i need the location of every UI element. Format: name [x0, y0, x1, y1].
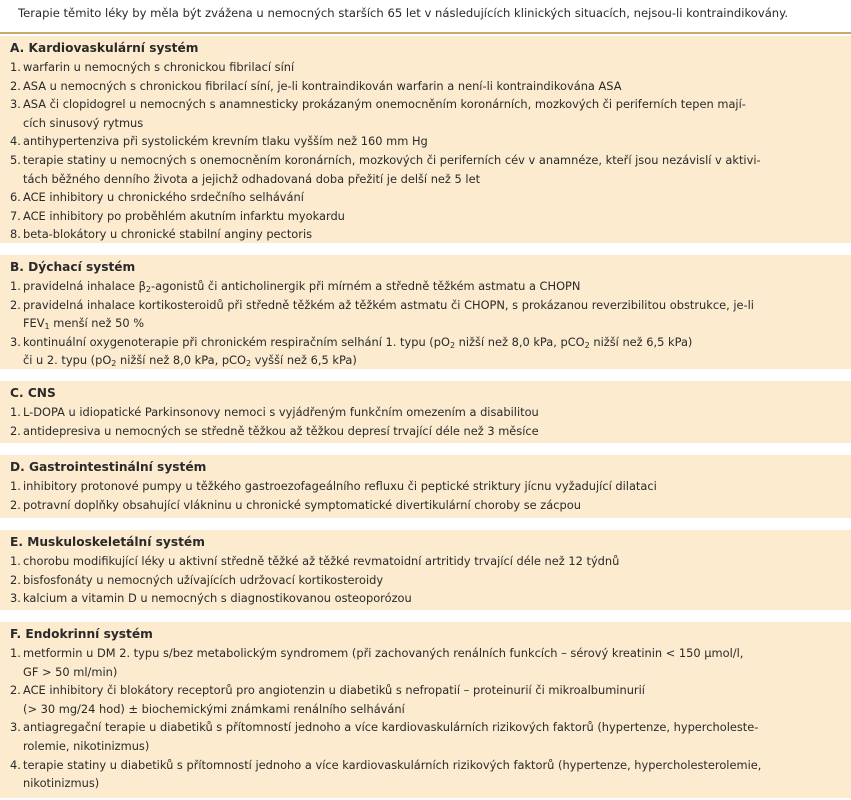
item-text: ASA u nemocných s chronickou fibrilací síní, je-li kontraindikován warfarin a není-li kontraindikována ASA [23, 78, 622, 93]
list-item [10, 77, 843, 96]
item-number: 4. [10, 134, 21, 149]
item-list [10, 277, 843, 370]
list-item [10, 589, 843, 608]
item-number: 1. [10, 479, 21, 493]
text-part: menší než 50 % [49, 316, 145, 331]
item-text [23, 95, 843, 132]
item-text: chorobu modifikující léky u aktivní středně těžké až těžké revmatoidní artritidy trvající déle než 12 týdnů [23, 554, 620, 568]
intro-text: Terapie těmito léky by měla být zvážena u nemocných starších 65 let v následujících klinických situacích, nejsou-li kontraindikovány. [18, 6, 789, 20]
list-item [10, 277, 843, 296]
item-text [23, 644, 843, 681]
item-text [23, 756, 843, 793]
item-text: beta-blokátory u chronické stabilní anginy pectoris [23, 227, 313, 242]
item-list [10, 644, 843, 793]
item-text-line: pravidelná inhalace kortikosteroidů při středně těžkém až těžkém astmatu či CHOPN, s prokázanou reverzibilitou obstrukce, je-li [23, 297, 754, 312]
item-number: 2. [10, 423, 21, 438]
list-item [10, 188, 843, 207]
text-part: FEV [23, 316, 45, 331]
item-text: warfarin u nemocných s chronickou fibrilací síní [23, 60, 295, 74]
item-number: 8. [10, 227, 21, 242]
item-text-line: (> 30 mg/24 hod) ± biochemickými známkami renálního selhávání [23, 701, 405, 716]
top-divider [0, 32, 851, 34]
item-number: 6. [10, 190, 21, 205]
text-part: nižší než 8,0 kPa, pCO [455, 334, 585, 349]
item-text [23, 151, 843, 188]
item-text: ACE inhibitory po proběhlém akutním infarktu myokardu [23, 208, 345, 223]
subscript: 2 [449, 340, 456, 350]
item-text-line: terapie statiny u diabetiků s přítomností jednoho a více kardiovaskulárních rizikových faktorů (hypertenze, hypercholesterolemie, [23, 757, 762, 772]
subscript: 2 [584, 340, 590, 350]
item-text: inhibitory protonové pumpy u těžkého gastroezofageálního refluxu či peptické striktury jícnu vyžadující dilataci [23, 479, 657, 493]
item-number: 7. [10, 208, 21, 223]
item-text-line: ASA či clopidogrel u nemocných s anamnesticky prokázaným onemocněním koronárních, mozkových či periferních tepen mají- [23, 97, 746, 112]
list-item [10, 422, 843, 441]
section-endocrine [0, 622, 851, 798]
item-list [10, 477, 843, 514]
subscript: 2 [145, 285, 152, 294]
item-number: 5. [10, 152, 21, 167]
item-text: antihypertenziva při systolickém krevním tlaku vyšším než 160 mm Hg [23, 134, 428, 149]
text-part: vyšší než 6,5 kPa) [251, 353, 357, 368]
section-cardiovascular [0, 36, 851, 243]
item-text-line: tách běžného denního života a jejichž odhadovaná doba přežití je delší než 5 let [23, 171, 481, 186]
text-part: nižší než 6,5 kPa) [589, 334, 693, 349]
item-text-line: metformin u DM 2. typu s/bez metabolickým syndromem (při zachovaných renálních funkcích – sérový kreatinin < 150 µmol/l, [23, 646, 744, 660]
text-part: -agonistů či anticholinergik při mírném a středně těžkém astmatu a CHOPN [151, 279, 581, 293]
item-number: 2. [10, 78, 21, 93]
subscript: 1 [44, 322, 50, 332]
item-text: kalcium a vitamin D u nemocných s diagnostikovanou osteoporózou [23, 591, 412, 606]
text-part: pravidelná inhalace β [23, 279, 146, 293]
item-list [10, 403, 843, 440]
list-item [10, 571, 843, 590]
item-number: 1. [10, 405, 21, 419]
item-text-line: antiagregační terapie u diabetiků s přítomností jednoho a více kardiovaskulárních rizikových faktorů (hypertenze, hypercholeste- [23, 720, 759, 735]
list-item [10, 681, 843, 718]
item-text-line: nikotinizmus) [23, 776, 100, 791]
item-number: 4. [10, 757, 21, 772]
list-item [10, 333, 843, 370]
item-number: 1. [10, 554, 21, 568]
section-title: F. Endokrinní systém [10, 627, 153, 641]
item-number: 2. [10, 297, 21, 312]
item-text: potravní doplňky obsahující vlákninu u chronické symptomatické divertikulární choroby se zácpou [23, 497, 581, 512]
text-part: kontinuální oxygenoterapie při chronickém respiračním selhání 1. typu (pO [23, 334, 450, 349]
text-part: či u 2. typu (pO [23, 353, 112, 368]
item-number: 1. [10, 646, 21, 660]
list-item [10, 151, 843, 188]
item-text [23, 681, 843, 718]
item-list [10, 552, 843, 608]
item-text: ACE inhibitory u chronického srdečního selhávání [23, 190, 304, 205]
item-number: 2. [10, 572, 21, 587]
item-text-line: rolemie, nikotinizmus) [23, 738, 150, 753]
item-text: bisfosfonáty u nemocných užívajících udržovací kortikosteroidy [23, 572, 384, 587]
item-number: 3. [10, 720, 21, 735]
item-number: 2. [10, 497, 21, 512]
subscript: 2 [245, 359, 252, 369]
section-musculoskeletal [0, 530, 851, 610]
item-number: 3. [10, 591, 21, 606]
list-item [10, 552, 843, 571]
item-number: 1. [10, 279, 21, 293]
item-list [10, 58, 843, 244]
item-text [23, 718, 843, 755]
section-title: D. Gastrointestinální systém [10, 460, 207, 474]
list-item [10, 496, 843, 515]
item-text-line: terapie statiny u nemocných s onemocněním koronárních, mozkových či periferních cév v anamnéze, kteří jsou nezávislí v aktivi- [23, 152, 761, 167]
section-title: B. Dýchací systém [10, 260, 136, 274]
item-number: 3. [10, 334, 21, 349]
list-item [10, 718, 843, 755]
section-title: A. Kardiovaskulární systém [10, 41, 199, 55]
item-text-line: cích sinusový rytmus [23, 115, 144, 130]
section-gastrointestinal [0, 455, 851, 518]
section-respiratory [0, 255, 851, 369]
list-item [10, 756, 843, 793]
section-title: C. CNS [10, 386, 56, 400]
section-cns [0, 381, 851, 443]
list-item [10, 477, 843, 496]
list-item [10, 644, 843, 681]
text-part: nižší než 8,0 kPa, pCO [116, 353, 246, 368]
item-number: 3. [10, 97, 21, 112]
item-text-line: ACE inhibitory či blokátory receptorů pro angiotenzin u diabetiků s nefropatií – proteinurií či mikroalbuminurií [23, 683, 645, 698]
item-text-line: GF > 50 ml/min) [23, 664, 118, 679]
subscript: 2 [111, 359, 117, 369]
list-item [10, 296, 843, 333]
item-text [23, 277, 843, 296]
item-text [23, 296, 843, 333]
list-item [10, 225, 843, 244]
list-item [10, 95, 843, 132]
item-text: antidepresiva u nemocných se středně těžkou až těžkou depresí trvající déle než 3 měsíce [23, 423, 539, 438]
item-number: 1. [10, 60, 21, 74]
list-item [10, 403, 843, 422]
item-number: 2. [10, 683, 21, 698]
list-item [10, 207, 843, 226]
list-item [10, 132, 843, 151]
item-text [23, 333, 843, 370]
section-title: E. Muskuloskeletální systém [10, 535, 205, 549]
list-item [10, 58, 843, 77]
item-text: L-DOPA u idiopatické Parkinsonovy nemoci s vyjádřeným funkčním omezením a disabilitou [23, 405, 539, 419]
